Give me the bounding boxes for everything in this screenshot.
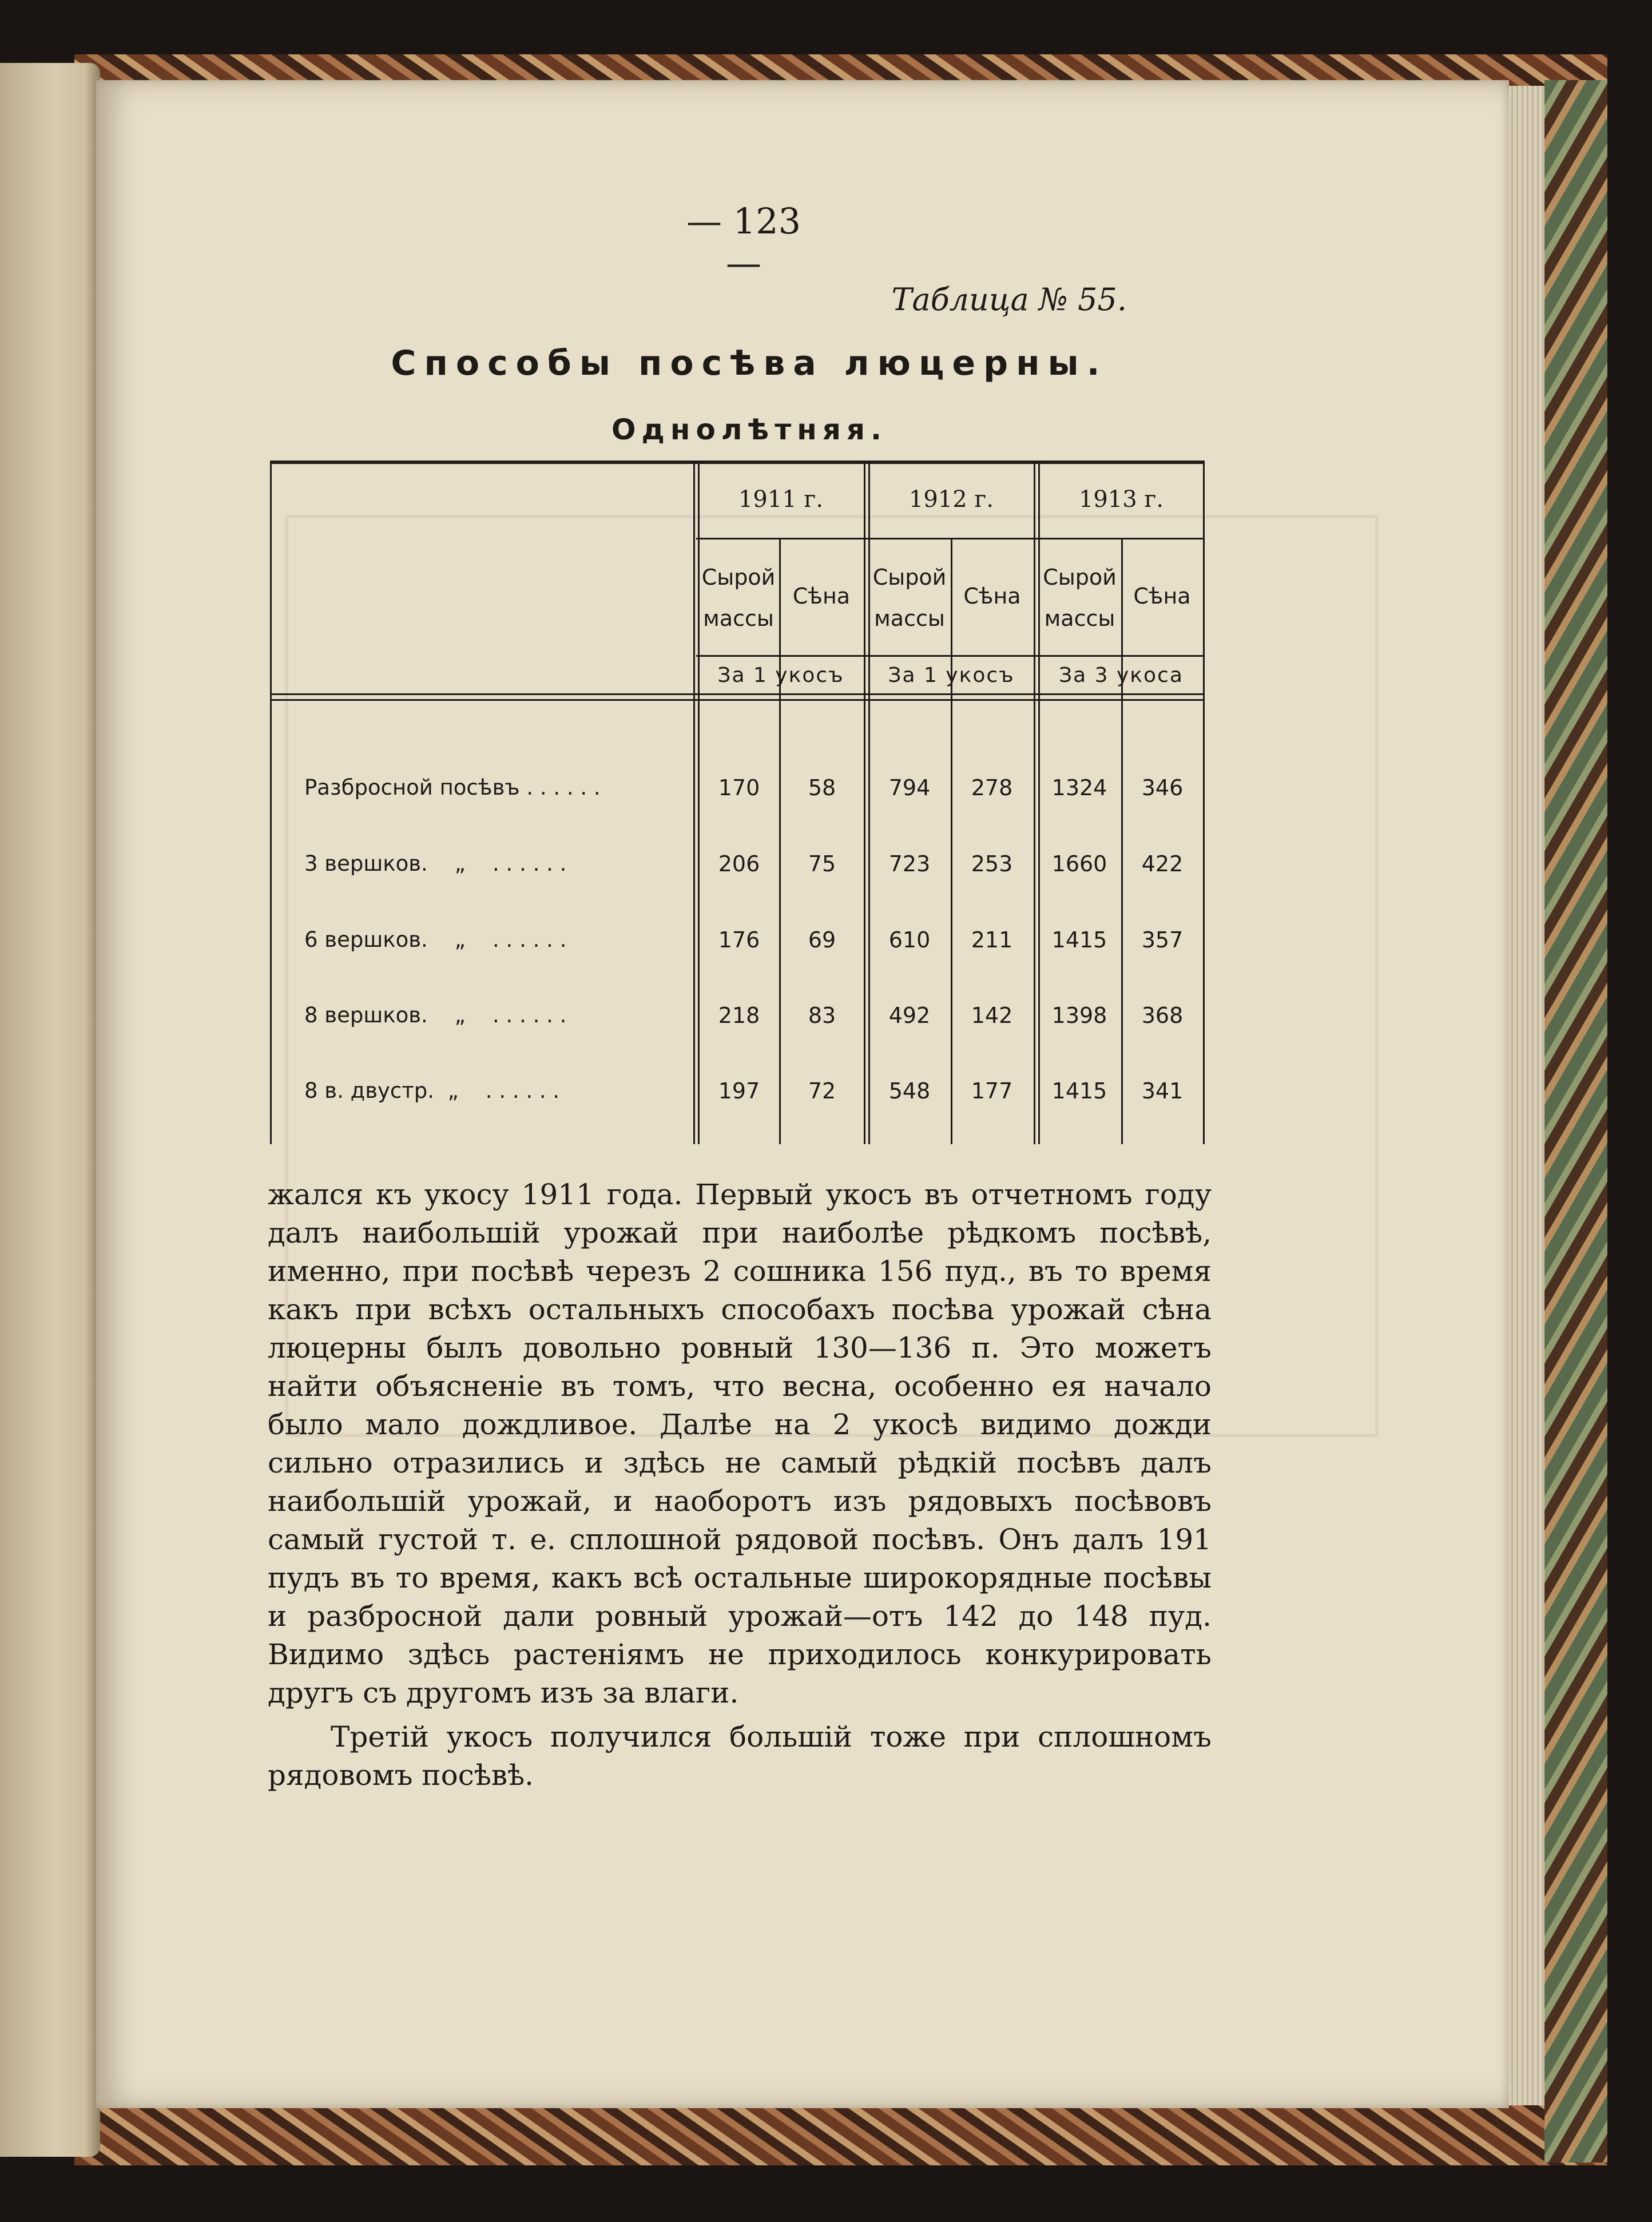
page-subtitle: Однолѣтняя.	[611, 413, 887, 446]
table-cell: 253	[971, 851, 1013, 876]
book-cover-edge	[1544, 80, 1607, 2163]
table-row	[270, 1003, 1205, 1037]
body-text	[268, 1176, 1212, 1795]
row-label: 3 вершков. „ . . . . . .	[304, 851, 567, 876]
table-row	[270, 851, 1205, 886]
table-cell: 1660	[1051, 851, 1107, 876]
table-cell: 1324	[1051, 775, 1107, 800]
table-cell: 170	[718, 775, 760, 800]
table-cell: 422	[1141, 851, 1184, 876]
raw-mass-header: Сырой массы	[872, 565, 947, 631]
hay-header: Сѣна	[792, 584, 851, 609]
year-header-1913: 1913 г.	[1078, 486, 1164, 513]
row-label: 6 вершков. „ . . . . . .	[304, 927, 567, 952]
hay-header: Сѣна	[1133, 584, 1191, 609]
cuts-header: За 1 укосъ	[888, 664, 1015, 687]
row-label: 8 в. двустр. „ . . . . . .	[304, 1078, 560, 1103]
table-label: Таблица № 55.	[891, 281, 1127, 318]
table-cell: 211	[971, 927, 1013, 953]
year-header-1911: 1911 г.	[738, 486, 824, 513]
table-cell: 346	[1141, 775, 1184, 800]
paragraph: Третій укосъ получился большій тоже при сплошномъ рядовомъ посѣвѣ.	[268, 1720, 1212, 1792]
table-cell: 197	[718, 1078, 760, 1104]
table-cell: 610	[888, 927, 931, 953]
table-cell: 341	[1141, 1078, 1184, 1104]
page-number: — 123 —	[686, 200, 801, 284]
raw-mass-header: Сырой массы	[701, 565, 776, 631]
raw-mass-header: Сырой массы	[1043, 565, 1117, 631]
table-cell: 368	[1141, 1003, 1184, 1028]
table-cell: 58	[808, 775, 836, 800]
table-cell: 218	[718, 1003, 760, 1028]
table-cell: 278	[971, 775, 1013, 800]
table-row	[270, 927, 1205, 962]
table-cell: 83	[808, 1003, 836, 1028]
table-cell: 72	[808, 1078, 836, 1104]
row-label: Разбросной посѣвъ . . . . . .	[304, 775, 601, 800]
table-cell: 206	[718, 851, 760, 876]
cuts-header: За 3 укоса	[1059, 664, 1184, 687]
table-cell: 492	[888, 1003, 931, 1028]
table-cell: 177	[971, 1078, 1013, 1104]
page-title: Способы посѣва люцерны.	[391, 343, 1108, 383]
year-header-1912: 1912 г.	[908, 486, 994, 513]
paragraph: жался къ укосу 1911 года. Первый укосъ въ отчетномъ году далъ наибольшій урожай при наиболѣе рѣдкомъ посѣвѣ, именно, при посѣвѣ черезъ 2 сошника 156 пуд., въ то время какъ при всѣхъ остальныхъ способахъ посѣва урожай сѣна люцерны былъ довольно ровный 130—136 п. Это можетъ найти объясненіе въ томъ, что весна, особенно ея начало было мало дождливое. Далѣе на 2 укосѣ видимо дожди сильно отразились и здѣсь не самый рѣдкій посѣвъ далъ наибольшій урожай, и наоборотъ изъ рядовыхъ посѣвовъ самый густой т. е. сплошной рядовой посѣвъ. Онъ далъ 191 пудъ въ то время, какъ всѣ остальные широкорядные посѣвы и разбросной дали ровный урожай—отъ 142 до 148 пуд. Видимо здѣсь растеніямъ не приходилось конкурировать другъ съ другомъ изъ за влаги.	[268, 1178, 1212, 1709]
table-cell: 794	[888, 775, 931, 800]
data-table	[270, 461, 1205, 1147]
table-cell: 357	[1141, 927, 1184, 953]
table-cell: 1415	[1051, 1078, 1107, 1104]
table-cell: 723	[888, 851, 931, 876]
table-cell: 548	[888, 1078, 931, 1104]
table-cell: 75	[808, 851, 836, 876]
hay-header: Сѣна	[963, 584, 1021, 609]
row-label: 8 вершков. „ . . . . . .	[304, 1003, 567, 1027]
table-cell: 142	[971, 1003, 1013, 1028]
table-cell: 176	[718, 927, 760, 953]
table-row	[270, 1078, 1205, 1113]
table-row	[270, 775, 1205, 810]
table-cell: 69	[808, 927, 836, 953]
cuts-header: За 1 укосъ	[717, 664, 844, 687]
table-cell: 1415	[1051, 927, 1107, 953]
left-page-edge	[0, 63, 100, 2157]
table-cell: 1398	[1051, 1003, 1107, 1028]
